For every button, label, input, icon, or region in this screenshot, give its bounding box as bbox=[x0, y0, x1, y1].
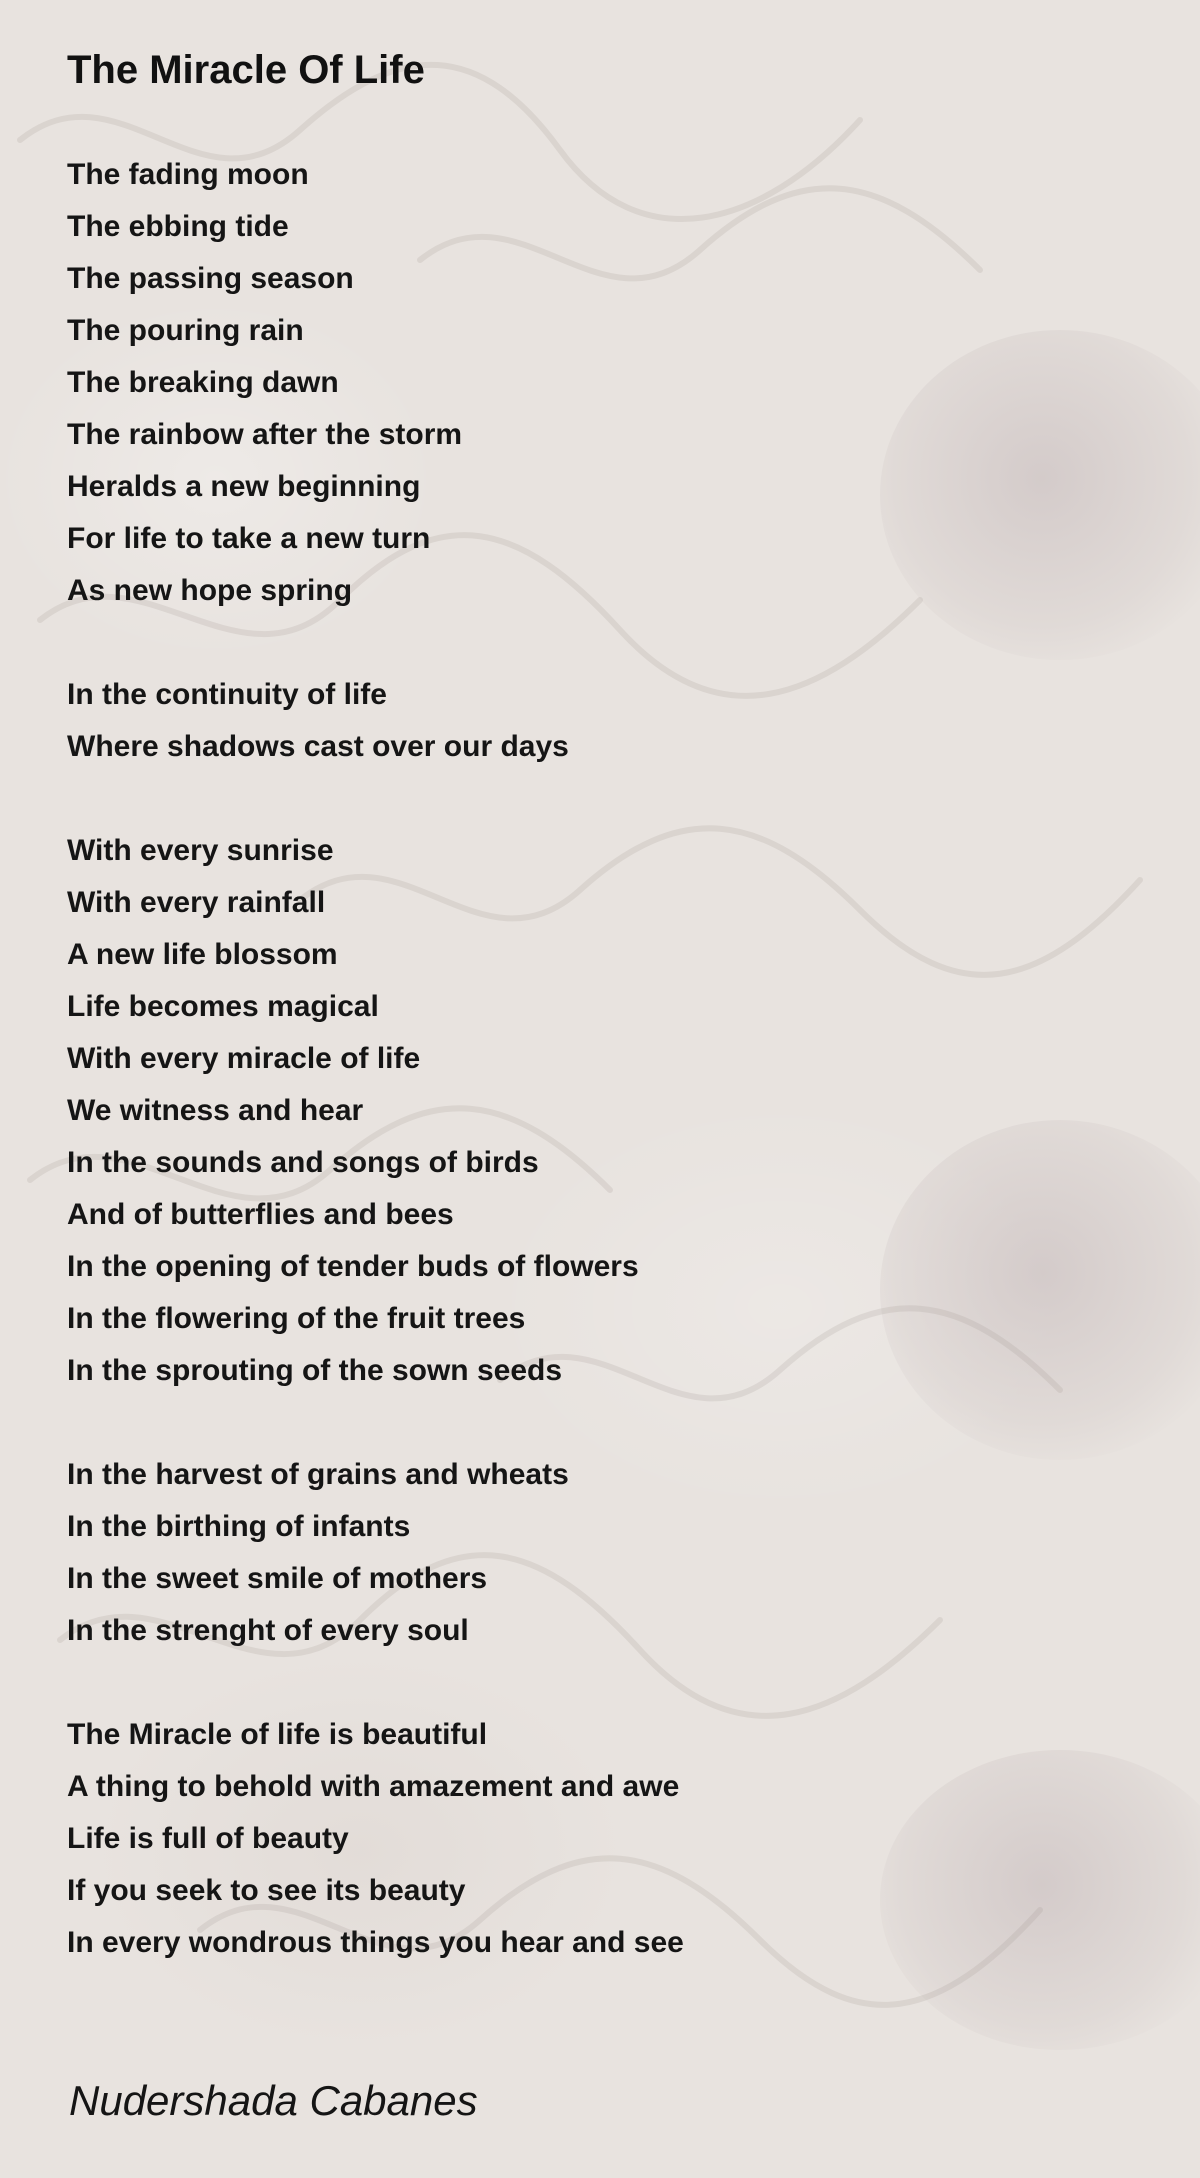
stanza-2 bbox=[67, 674, 684, 778]
poem-line: With every rainfall bbox=[67, 886, 326, 919]
poem-line: In the strenght of every soul bbox=[67, 1614, 469, 1647]
poem-line: A thing to behold with amazement and awe bbox=[67, 1770, 680, 1803]
poem-line: And of butterflies and bees bbox=[67, 1198, 454, 1231]
poem-line: With every sunrise bbox=[67, 834, 334, 867]
poem-line: We witness and hear bbox=[67, 1094, 364, 1127]
poem-line: With every miracle of life bbox=[67, 1042, 421, 1075]
author-name: Nudershada Cabanes bbox=[69, 2077, 478, 2124]
poem-line: Where shadows cast over our days bbox=[67, 730, 569, 763]
poem-line: In the continuity of life bbox=[67, 678, 387, 711]
poem-line: The passing season bbox=[67, 262, 354, 295]
poem-line: In every wondrous things you hear and see bbox=[67, 1926, 684, 1959]
poem-line: As new hope spring bbox=[67, 574, 353, 607]
stanza-5 bbox=[67, 1714, 684, 1974]
stanza-4 bbox=[67, 1454, 684, 1662]
poem-line: In the opening of tender buds of flowers bbox=[67, 1250, 639, 1283]
poem-line: In the harvest of grains and wheats bbox=[67, 1458, 569, 1491]
poem-line: If you seek to see its beauty bbox=[67, 1874, 466, 1907]
poem-line: In the birthing of infants bbox=[67, 1510, 411, 1543]
stanza-3 bbox=[67, 830, 684, 1402]
poem-title: The Miracle Of Life bbox=[67, 48, 425, 92]
poem-line: Heralds a new beginning bbox=[67, 470, 421, 503]
poem-line: In the sprouting of the sown seeds bbox=[67, 1354, 563, 1387]
poem-line: The pouring rain bbox=[67, 314, 304, 347]
poem-line: The ebbing tide bbox=[67, 210, 289, 243]
poem-line: The breaking dawn bbox=[67, 366, 339, 399]
poem-line: The Miracle of life is beautiful bbox=[67, 1718, 488, 1751]
poem-line: The fading moon bbox=[67, 158, 309, 191]
poem-line: In the sweet smile of mothers bbox=[67, 1562, 488, 1595]
poem-line: For life to take a new turn bbox=[67, 522, 431, 555]
poem-line: In the sounds and songs of birds bbox=[67, 1146, 539, 1179]
poem-line: A new life blossom bbox=[67, 938, 338, 971]
poem-line: Life is full of beauty bbox=[67, 1822, 349, 1855]
stanza-1 bbox=[67, 154, 684, 622]
poem-line: The rainbow after the storm bbox=[67, 418, 463, 451]
poem-line: In the flowering of the fruit trees bbox=[67, 1302, 526, 1335]
poem-line: Life becomes magical bbox=[67, 990, 379, 1023]
poem-body bbox=[67, 154, 684, 2026]
